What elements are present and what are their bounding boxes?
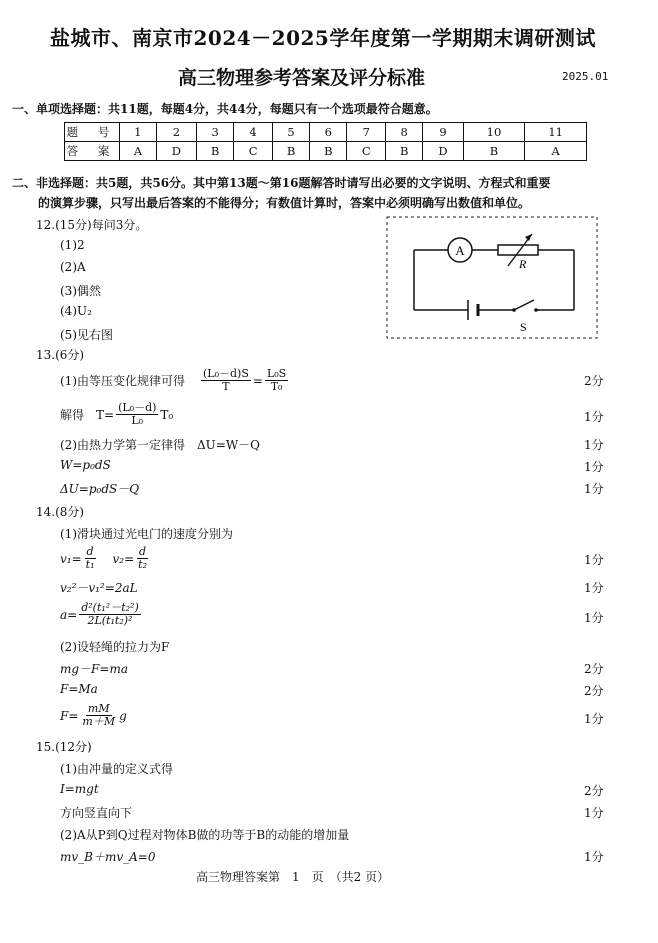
table-label-answer: 答 案 (65, 142, 120, 161)
q14-line8 (60, 703, 127, 728)
q13-line2-fraction (116, 402, 158, 427)
section1-heading: 一、单项选择题：共11题，每题4分，共44分，每题只有一个选项最符合题意。 (12, 102, 438, 116)
q13-line1 (60, 368, 290, 393)
table-cell: 1 (120, 123, 157, 142)
q15-line4: (2)A从P到Q过程对物体B做的功等于B的动能的增加量 (60, 828, 350, 842)
q13-line4-score: 1分 (584, 460, 604, 474)
fraction-denominator: T (222, 380, 230, 393)
page-subtitle: 高三物理参考答案及评分标准 (178, 67, 426, 89)
table-cell: B (272, 142, 309, 161)
rheostat-symbol (498, 234, 538, 271)
circuit-diagram (386, 216, 598, 340)
v1-label: v₁= (60, 551, 82, 566)
q13-fraction-1 (201, 368, 251, 393)
page-footer: 高三物理答案第 1 页 （共2 页） (196, 870, 390, 884)
q15-line1: (1)由冲量的定义式得 (60, 762, 173, 776)
q14-line5: (2)设轻绳的拉力为F (60, 640, 170, 654)
v1-fraction (84, 546, 97, 571)
section2-heading-line1: 二、非选择题：共5题，共56分。其中第13题～第16题解答时请写出必要的文字说明、方程式和重要 (12, 176, 551, 190)
table-cell: 3 (197, 123, 234, 142)
fraction-numerator: L₀S (266, 367, 287, 380)
q13-line1-score: 2分 (584, 374, 604, 388)
fraction-numerator: (L₀－d)S (203, 367, 249, 380)
q15-line2-score: 2分 (584, 784, 604, 798)
table-cell: B (463, 142, 525, 161)
q13-line3-score: 1分 (584, 438, 604, 452)
q12-item-3: (3)偶然 (60, 284, 101, 298)
page-title: 盐城市、南京市2024－2025学年度第一学期期末调研测试 (50, 26, 596, 50)
q14-line6-score: 2分 (584, 662, 604, 676)
fraction-denominator: 2L(t₁t₂)² (87, 614, 133, 627)
fraction-numerator: mM (87, 702, 110, 715)
table-cell: 11 (525, 123, 587, 142)
q12-item-4: (4)U₂ (60, 304, 92, 318)
v2-fraction (136, 546, 149, 571)
equals-sign: = (252, 373, 263, 388)
q14-line4 (60, 602, 143, 627)
table-cell: 10 (463, 123, 525, 142)
table-cell: C (347, 142, 386, 161)
v2-label: v₂= (112, 551, 135, 566)
q14-line2-score: 1分 (584, 553, 604, 567)
rheostat-label: R (519, 257, 527, 271)
q14-head: 14.(8分) (36, 505, 85, 519)
q14-line3: v₂²－v₁²=2aL (60, 581, 138, 595)
q13-fraction-2 (265, 368, 288, 393)
q15-line3: 方向竖直向下 (60, 806, 133, 820)
table-cell: A (525, 142, 587, 161)
q13-line2-tail: T₀ (160, 407, 174, 422)
q13-line3: (2)由热力学第一定律得 ΔU=W－Q (60, 438, 261, 452)
q15-line5: mv_B＋mv_A=0 (60, 850, 156, 864)
table-cell: D (423, 142, 463, 161)
switch-label: S (520, 320, 527, 334)
ammeter-label: A (455, 243, 465, 258)
table-cell: B (197, 142, 234, 161)
q14-line7: F=Ma (60, 682, 98, 696)
q13-line5: ΔU=p₀dS－Q (60, 482, 140, 496)
fraction-denominator: T₀ (270, 380, 283, 393)
q14-line3-score: 1分 (584, 581, 604, 595)
q12-item-2: (2)A (60, 260, 86, 274)
table-cell: 6 (310, 123, 347, 142)
q13-line2 (60, 402, 173, 427)
fraction-denominator: L₀ (131, 414, 144, 427)
table-cell: B (386, 142, 423, 161)
q14-line2 (60, 546, 151, 571)
table-cell: C (234, 142, 273, 161)
f-tail: g (119, 708, 127, 723)
fraction-numerator: d (139, 545, 147, 558)
table-cell: 8 (386, 123, 423, 142)
a-fraction (79, 602, 141, 627)
fraction-numerator: (L₀－d) (118, 401, 157, 414)
fraction-numerator: d (86, 545, 94, 558)
table-cell: 4 (234, 123, 273, 142)
fraction-numerator: d²(t₁²－t₂²) (81, 601, 139, 614)
q14-line8-score: 1分 (584, 712, 604, 726)
table-cell: D (156, 142, 196, 161)
table-cell: 7 (347, 123, 386, 142)
f-fraction (80, 703, 117, 728)
switch-symbol (512, 300, 538, 334)
answer-table (64, 122, 587, 161)
fraction-denominator: t₁ (85, 558, 95, 571)
q15-line2: I=mgt (60, 782, 99, 796)
table-cell: 2 (156, 123, 196, 142)
q12-item-1: (1)2 (60, 238, 85, 252)
q13-head: 13.(6分) (36, 348, 85, 362)
q14-line6: mg－F=ma (60, 662, 128, 676)
section2-heading-line2: 的演算步骤，只写出最后答案的不能得分；有数值计算时，答案中必须明确写出数值和单位。 (38, 196, 531, 210)
battery-symbol (468, 300, 478, 320)
q15-line3-score: 1分 (584, 806, 604, 820)
q13-line1-text: (1)由等压变化规律可得 (60, 374, 185, 388)
q14-line1: (1)滑块通过光电门的速度分别为 (60, 527, 233, 541)
table-cell: B (310, 142, 347, 161)
q14-line4-score: 1分 (584, 611, 604, 625)
table-cell: 5 (272, 123, 309, 142)
q12-item-5: (5)见右图 (60, 328, 113, 342)
table-cell: A (120, 142, 157, 161)
exam-date: 2025.01 (562, 70, 609, 83)
q12-head: 12.(15分)每问3分。 (36, 218, 148, 232)
fraction-denominator: m＋M (82, 715, 116, 728)
table-row (65, 142, 587, 161)
a-label: a= (60, 607, 78, 622)
q15-head: 15.(12分) (36, 740, 92, 754)
q15-line5-score: 1分 (584, 850, 604, 864)
fraction-denominator: t₂ (138, 558, 147, 571)
q13-line2-text: 解得 T= (60, 408, 115, 422)
q14-line7-score: 2分 (584, 684, 604, 698)
ammeter-symbol (448, 238, 472, 262)
table-cell: 9 (423, 123, 463, 142)
q13-line2-score: 1分 (584, 410, 604, 424)
table-label-number: 题 号 (65, 123, 120, 142)
q13-line5-score: 1分 (584, 482, 604, 496)
table-row (65, 123, 587, 142)
q13-line4: W=p₀dS (60, 458, 111, 472)
f-label: F= (60, 708, 79, 723)
